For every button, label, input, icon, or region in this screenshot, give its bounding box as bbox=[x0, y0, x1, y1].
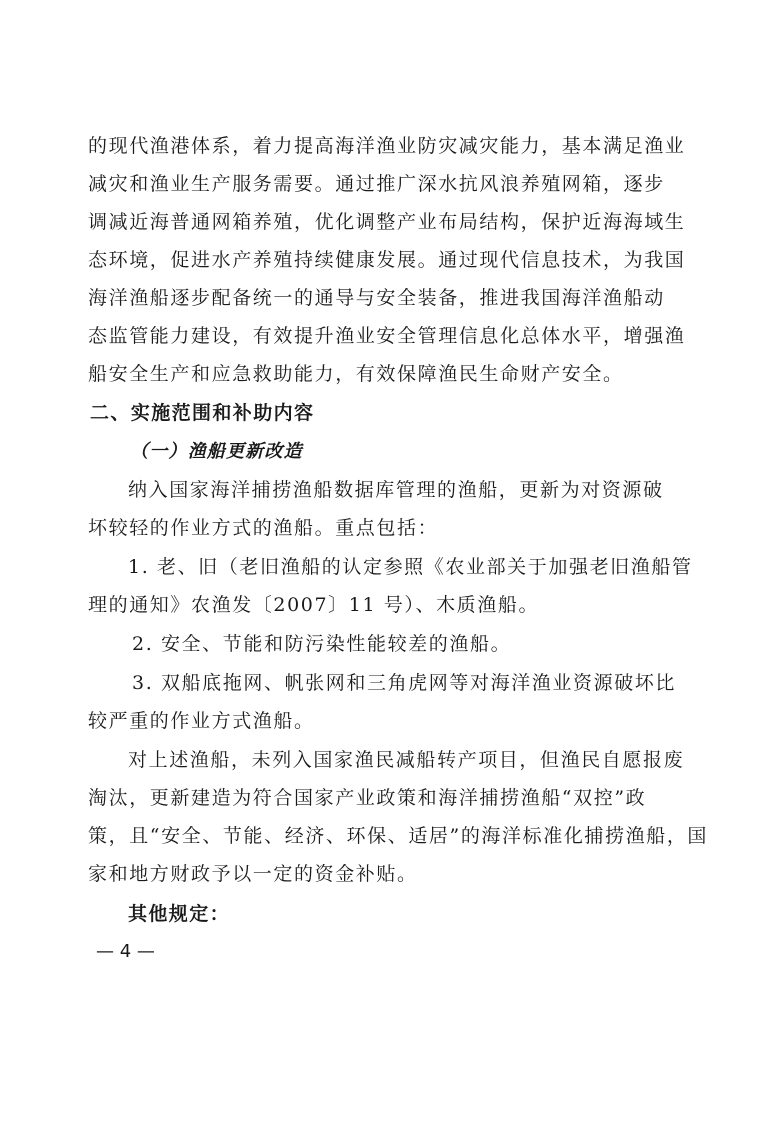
page-number bbox=[96, 940, 155, 964]
subsection-1-heading: （一）渔船更新改造 bbox=[130, 441, 303, 462]
paragraph-1-line-6: 态监管能力建设，有效提升渔业安全管理信息化总体水平，增强渔 bbox=[88, 325, 686, 347]
paragraph-1-line-5: 海洋渔船逐步配备统一的通导与安全装备，推进我国海洋渔船动 bbox=[88, 287, 665, 309]
other-rules-heading-text: 其他规定： bbox=[128, 903, 231, 925]
paragraph-2-line-1: 纳入国家海洋捕捞渔船数据库管理的渔船，更新为对资源破 bbox=[128, 479, 664, 501]
paragraph-2-line-2: 坏较轻的作业方式的渔船。重点包括： bbox=[88, 517, 439, 539]
section-2-heading: 二、实施范围和补助内容 bbox=[90, 402, 315, 424]
paragraph-1-line-2: 减灾和渔业生产服务需要。通过推广深水抗风浪养殖网箱，逐步 bbox=[88, 173, 665, 195]
item-3-line-1: 3. 双船底拖网、帆张网和三角虎网等对海洋渔业资源破坏比 bbox=[132, 672, 676, 694]
item-2: 2. 安全、节能和防污染性能较差的渔船。 bbox=[132, 633, 512, 655]
paragraph-1-line-7: 船安全生产和应急救助能力，有效保障渔民生命财产安全。 bbox=[88, 363, 624, 385]
paragraph-1-line-3: 调减近海普通网箱养殖，优化调整产业布局结构，保护近海海域生 bbox=[88, 211, 686, 233]
item-1-line-1: 1. 老、旧（老旧渔船的认定参照《农业部关于加强老旧渔船管 bbox=[128, 556, 693, 578]
page-number-text: — 4 — bbox=[96, 941, 155, 962]
item-1-line-2: 理的通知》农渔发〔2007〕11 号）、木质渔船。 bbox=[88, 594, 540, 616]
paragraph-1-line-1: 的现代渔港体系，着力提高海洋渔业防灾减灾能力，基本满足渔业 bbox=[88, 135, 686, 157]
paragraph-1-line-4: 态环境，促进水产养殖持续健康发展。通过现代信息技术，为我国 bbox=[88, 249, 686, 271]
item-3-line-2: 较严重的作业方式渔船。 bbox=[88, 710, 315, 732]
other-rules-heading bbox=[128, 902, 230, 926]
paragraph-3-line-3: 策，且“安全、节能、经济、环保、适居”的海洋标准化捕捞渔船，国 bbox=[88, 825, 709, 847]
paragraph-3-line-2: 淘汰，更新建造为符合国家产业政策和海洋捕捞渔船“双控”政 bbox=[88, 787, 647, 809]
paragraph-3-line-4: 家和地方财政予以一定的资金补贴。 bbox=[88, 863, 418, 885]
paragraph-3-line-1: 对上述渔船，未列入国家渔民减船转产项目，但渔民自愿报废 bbox=[128, 749, 685, 771]
